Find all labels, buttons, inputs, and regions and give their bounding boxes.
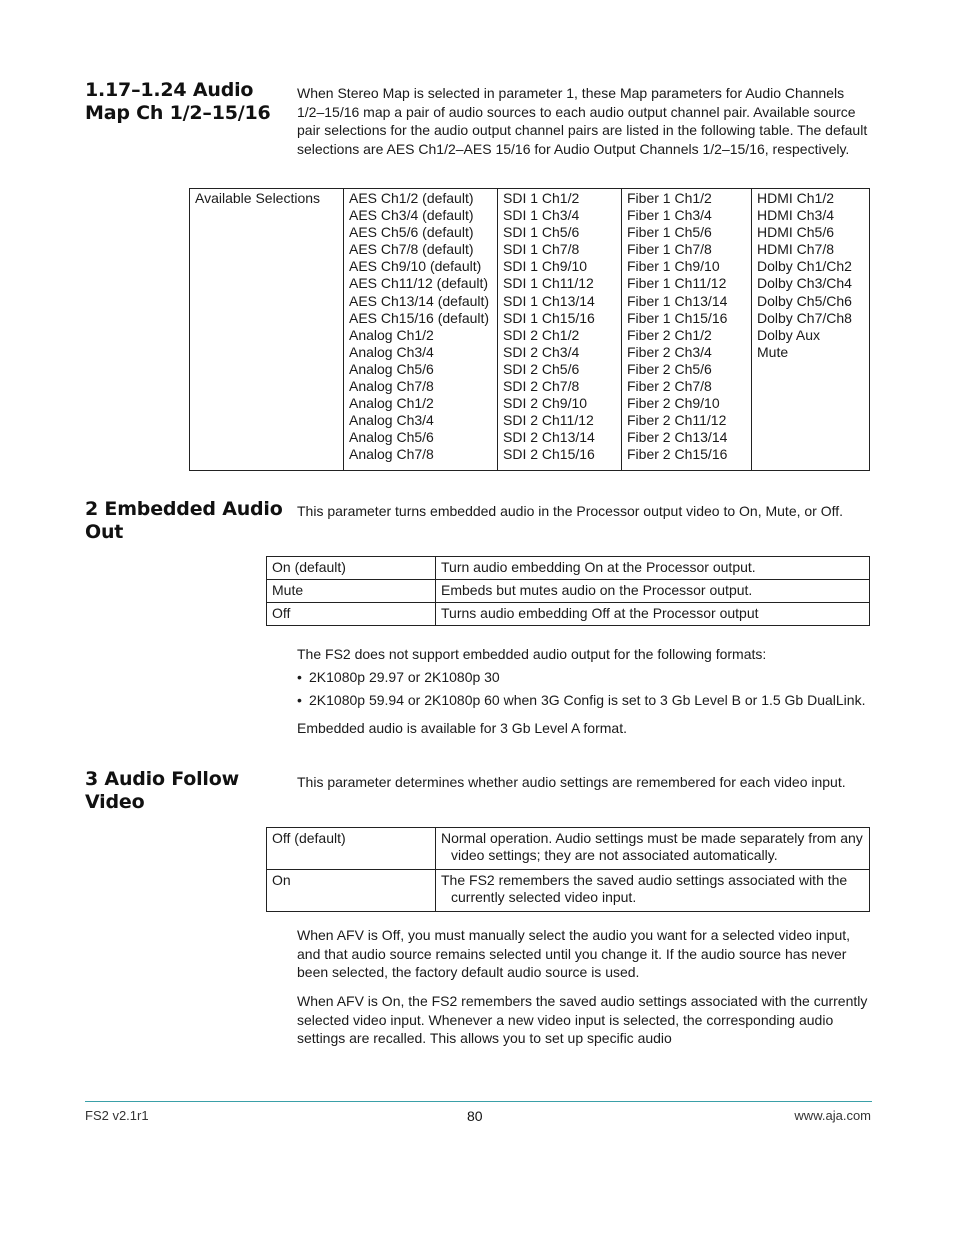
afv-options-table — [266, 827, 870, 912]
selection-item: Fiber 2 Ch5/6 — [627, 360, 712, 377]
table-row — [267, 828, 870, 870]
selection-item: HDMI Ch1/2 — [757, 190, 835, 206]
afv-intro: This parameter determines whether audio settings are remembered for each video input. — [297, 774, 846, 790]
table-row — [267, 603, 870, 626]
selection-item: Fiber 1 Ch3/4 — [627, 207, 712, 224]
available-selections-label: Available Selections — [190, 189, 344, 471]
selection-item: Fiber 2 Ch11/12 — [627, 412, 727, 429]
selection-item: Fiber 2 Ch3/4 — [627, 343, 712, 360]
selection-item: SDI 1 Ch5/6 — [503, 224, 580, 241]
selection-item: SDI 2 Ch1/2 — [503, 326, 580, 343]
option-name: Mute — [267, 580, 436, 603]
option-name: Off (default) — [267, 828, 436, 870]
embedded-audio-intro: This parameter turns embedded audio in the Processor output video to On, Mute, or Off. — [297, 503, 844, 519]
option-description: Embeds but mutes audio on the Processor output. — [436, 580, 870, 603]
footer-version: FS2 v2.1r1 — [85, 1108, 149, 1123]
section-heading-audio-map: 1.17–1.24 Audio Map Ch 1/2–15/16 — [85, 79, 271, 124]
selection-item: Fiber 1 Ch7/8 — [627, 241, 712, 258]
embedded-audio-options-table — [266, 556, 870, 626]
selection-item: Fiber 2 Ch9/10 — [627, 395, 720, 412]
aes-analog-column — [344, 189, 498, 471]
selection-item: AES Ch3/4 (default) — [349, 207, 474, 224]
selection-item: Fiber 1 Ch1/2 — [627, 190, 712, 206]
selection-item: SDI 2 Ch9/10 — [503, 395, 588, 412]
sdi-column — [498, 189, 622, 471]
selection-item: HDMI Ch3/4 — [757, 207, 835, 224]
option-description: Turn audio embedding On at the Processor output. — [436, 557, 870, 580]
embedded-audio-availability: Embedded audio is available for 3 Gb Level A format. — [297, 720, 627, 736]
selection-item: Analog Ch5/6 — [349, 429, 434, 446]
selection-item: Mute — [757, 343, 789, 360]
option-name: On (default) — [267, 557, 436, 580]
selection-item: Dolby Aux — [757, 326, 821, 343]
selection-item: Fiber 2 Ch13/14 — [627, 429, 728, 446]
table-row — [267, 870, 870, 912]
option-name: Off — [267, 603, 436, 626]
unsupported-formats-list — [297, 668, 865, 714]
selection-item: Dolby Ch3/Ch4 — [757, 275, 852, 292]
selection-item: Analog Ch7/8 — [349, 378, 434, 395]
page-number: 80 — [467, 1108, 483, 1124]
selection-item: AES Ch9/10 (default) — [349, 258, 482, 275]
selection-item: Fiber 2 Ch1/2 — [627, 326, 712, 343]
unsupported-formats-note: The FS2 does not support embedded audio output for the following formats: — [297, 646, 767, 662]
selection-item: Analog Ch5/6 — [349, 360, 434, 377]
selection-item: SDI 2 Ch13/14 — [503, 429, 595, 446]
list-item: • 2K1080p 29.97 or 2K1080p 30 — [297, 668, 865, 686]
afv-on-paragraph: When AFV is On, the FS2 remembers the saved audio settings associated with the currently selected video input. Whenever a new video input is selected, the corresponding audio settings are recalled. This allows you to set up specific audio — [297, 993, 868, 1046]
selection-item: Dolby Ch7/Ch8 — [757, 309, 852, 326]
selection-item: Fiber 2 Ch15/16 — [627, 446, 728, 463]
option-description: Turns audio embedding Off at the Processor output — [436, 603, 870, 626]
selection-item: AES Ch7/8 (default) — [349, 241, 474, 258]
selection-item: AES Ch13/14 (default) — [349, 292, 490, 309]
option-description: Normal operation. Audio settings must be made separately from any video settings; they are not associated automatically. — [436, 828, 870, 870]
selection-item: SDI 1 Ch7/8 — [503, 241, 580, 258]
selection-item: SDI 1 Ch11/12 — [503, 275, 594, 292]
selection-item: HDMI Ch5/6 — [757, 224, 835, 241]
selection-item: Fiber 2 Ch7/8 — [627, 378, 712, 395]
hdmi-dolby-column — [752, 189, 870, 471]
selection-item: SDI 2 Ch3/4 — [503, 343, 580, 360]
selection-item: Dolby Ch5/Ch6 — [757, 292, 852, 309]
selection-item: Analog Ch1/2 — [349, 395, 434, 412]
selection-item: Analog Ch3/4 — [349, 412, 434, 429]
list-item: • 2K1080p 59.94 or 2K1080p 60 when 3G Config is set to 3 Gb Level B or 1.5 Gb DualLink. — [297, 691, 865, 709]
section-heading-embedded-audio-out: 2 Embedded Audio Out — [85, 498, 283, 543]
selection-item: SDI 2 Ch15/16 — [503, 446, 595, 463]
selection-item: SDI 2 Ch11/12 — [503, 412, 594, 429]
afv-off-paragraph: When AFV is Off, you must manually select the audio you want for a selected video input, and that audio source remains selected until you change it. If the audio source has never been selected, the factory default audio source is used. — [297, 927, 851, 980]
selection-item: Fiber 1 Ch9/10 — [627, 258, 720, 275]
footer-website: www.aja.com — [794, 1108, 871, 1123]
selection-item: SDI 2 Ch5/6 — [503, 360, 580, 377]
selection-item: Fiber 1 Ch5/6 — [627, 224, 712, 241]
selection-item: AES Ch15/16 (default) — [349, 309, 490, 326]
selection-item: Fiber 1 Ch15/16 — [627, 309, 728, 326]
selection-item: AES Ch1/2 (default) — [349, 190, 474, 206]
selection-item: SDI 1 Ch13/14 — [503, 292, 595, 309]
section-heading-audio-follow-video: 3 Audio Follow Video — [85, 768, 239, 813]
selection-item: SDI 1 Ch15/16 — [503, 309, 595, 326]
selection-item: SDI 1 Ch3/4 — [503, 207, 580, 224]
option-description: The FS2 remembers the saved audio settings associated with the currently selected video input. — [436, 870, 870, 912]
selection-item: AES Ch11/12 (default) — [349, 275, 489, 292]
footer-divider — [85, 1101, 872, 1102]
selection-item: Dolby Ch1/Ch2 — [757, 258, 852, 275]
selection-item: Analog Ch3/4 — [349, 343, 434, 360]
selection-item: Fiber 1 Ch13/14 — [627, 292, 728, 309]
selection-item: AES Ch5/6 (default) — [349, 224, 474, 241]
selection-item: Analog Ch7/8 — [349, 446, 434, 463]
table-row — [267, 557, 870, 580]
selection-item: SDI 2 Ch7/8 — [503, 378, 580, 395]
selection-item: Fiber 1 Ch11/12 — [627, 275, 727, 292]
table-row — [267, 580, 870, 603]
fiber-column — [622, 189, 752, 471]
available-selections-table — [189, 188, 870, 471]
selection-item: Analog Ch1/2 — [349, 326, 434, 343]
option-name: On — [267, 870, 436, 912]
audio-map-intro: When Stereo Map is selected in parameter 1, these Map parameters for Audio Channels 1/2–15/16 map a pair of audio sources to each audio output channel pair. Available source pair selections for the audio output channel pairs are listed in the following table. The default selections are AES Ch1/2–AES 15/16 for Audio Output Channels 1/2–15/16, respectively. — [297, 85, 868, 157]
selection-item: HDMI Ch7/8 — [757, 241, 835, 258]
selection-item: SDI 1 Ch1/2 — [503, 190, 580, 206]
selection-item: SDI 1 Ch9/10 — [503, 258, 588, 275]
